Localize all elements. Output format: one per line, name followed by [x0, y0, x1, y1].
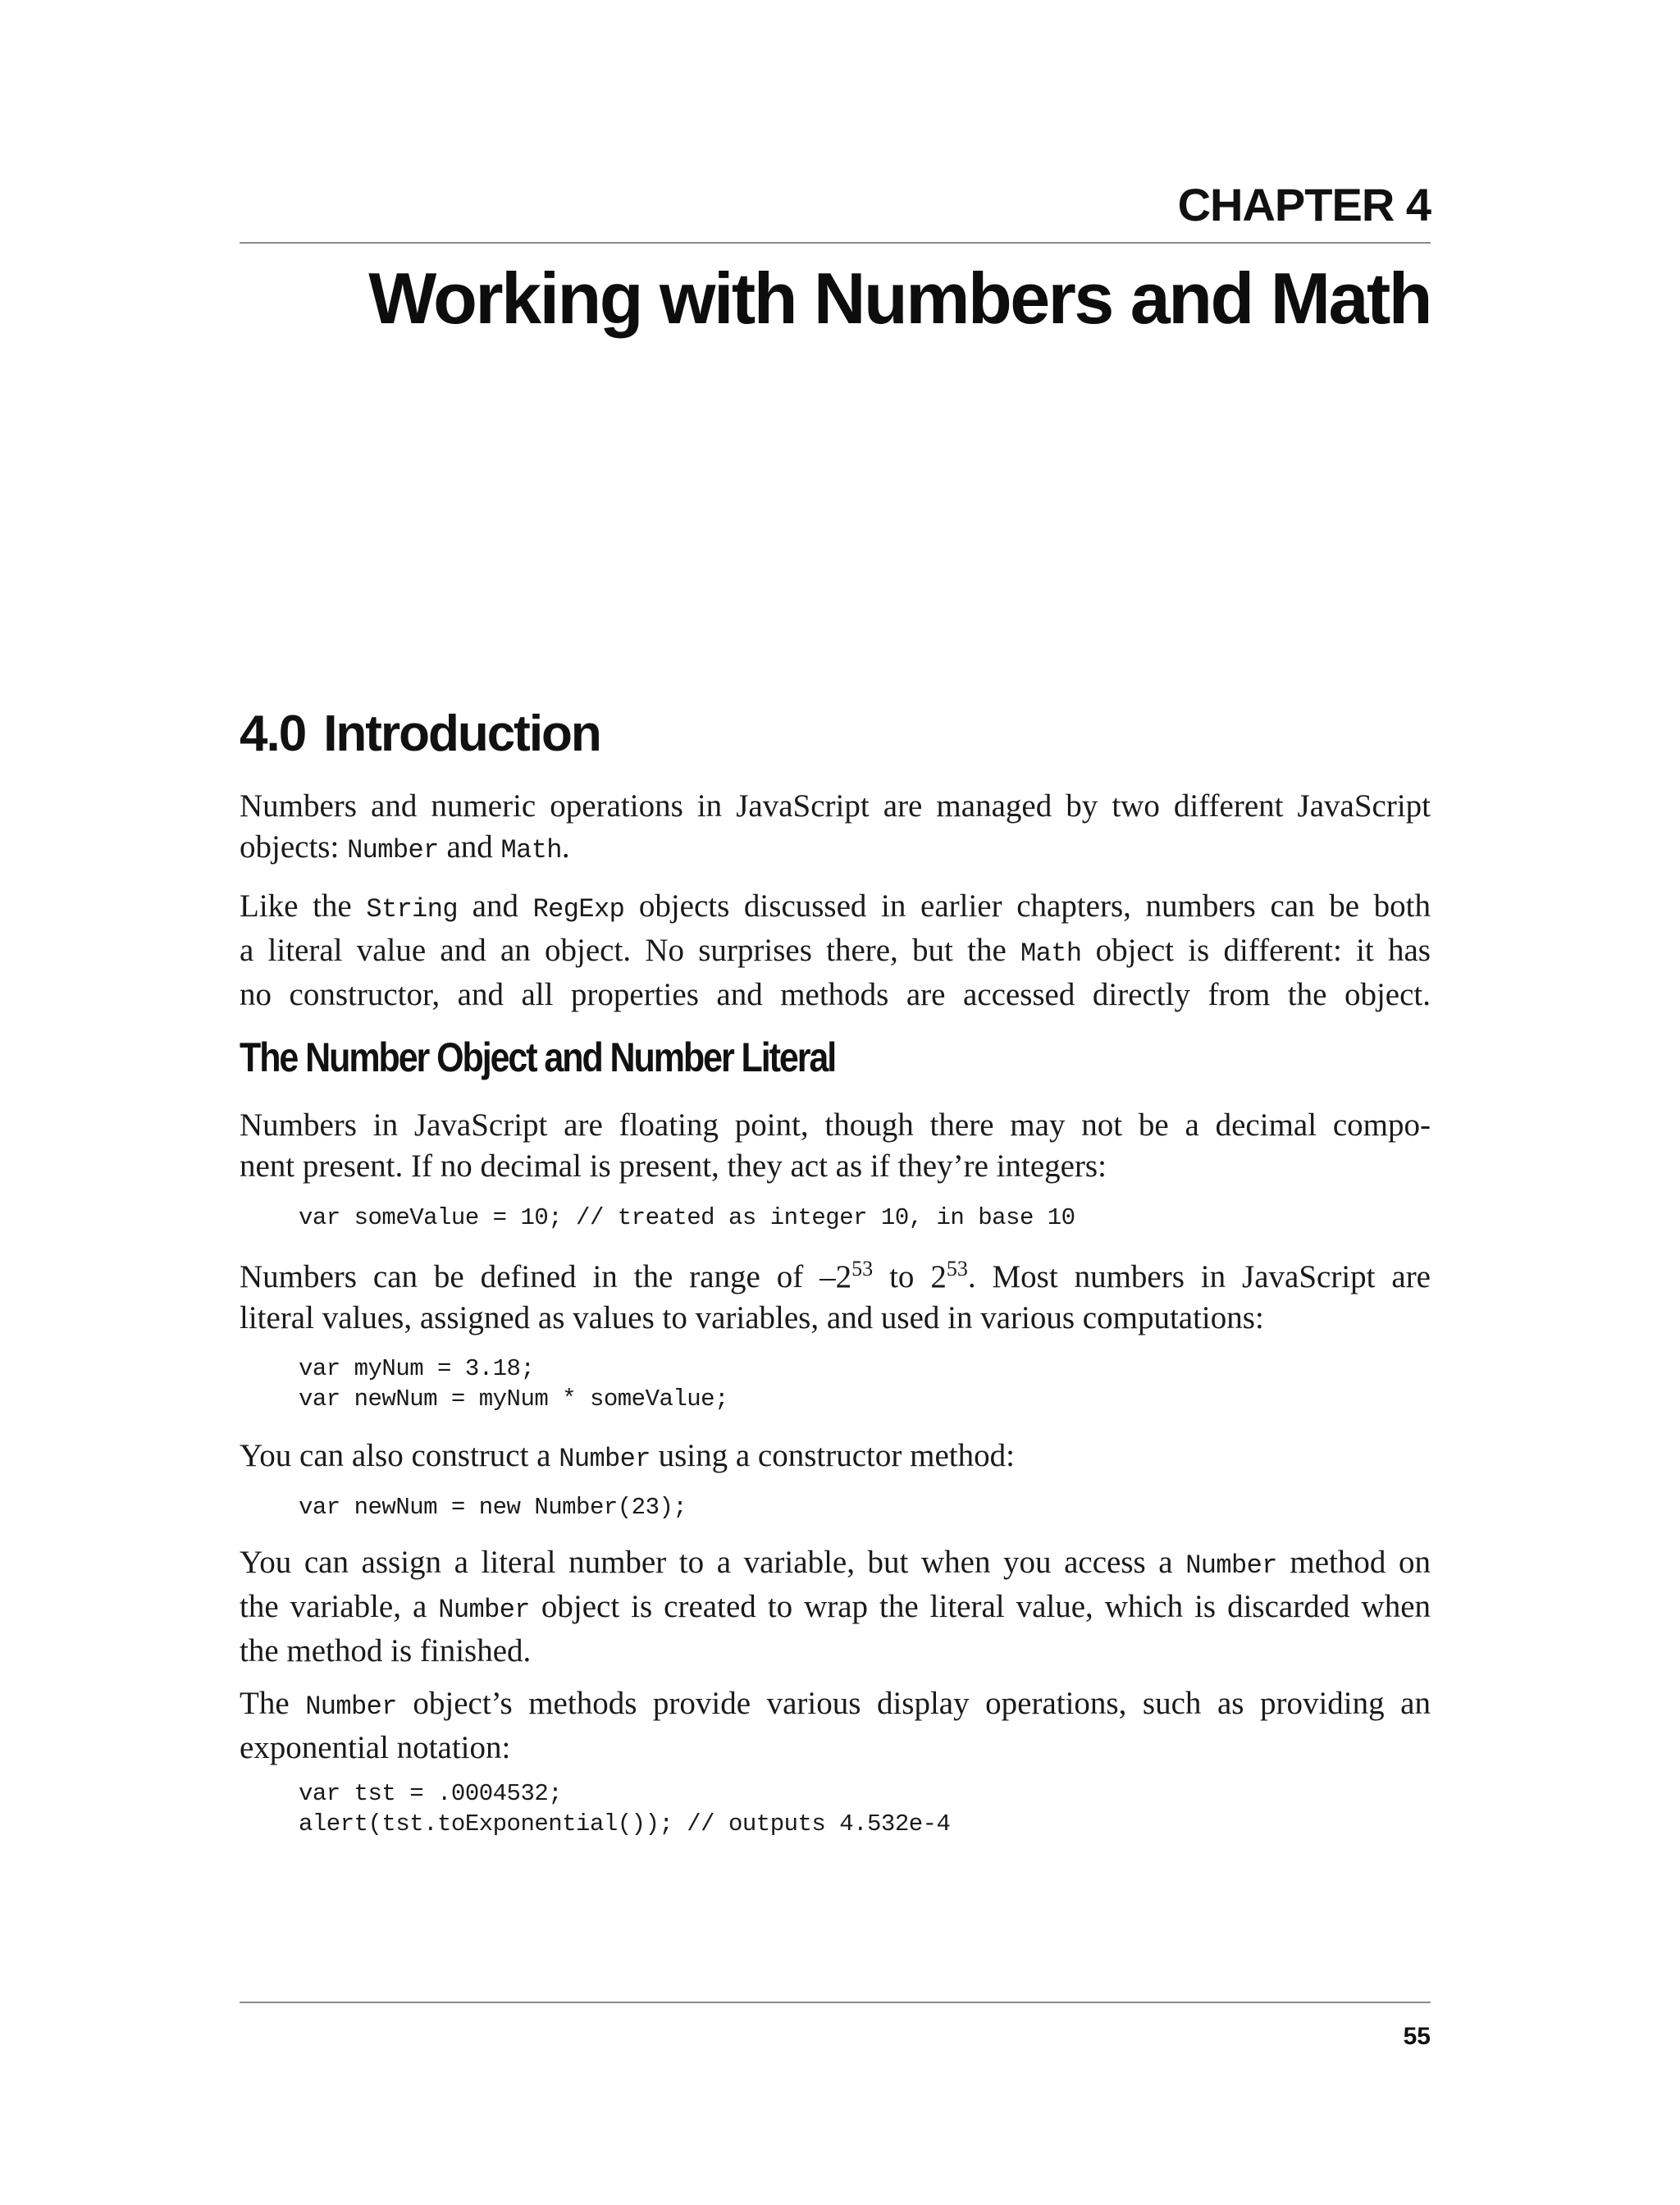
section-title: Introduction	[323, 705, 600, 762]
superscript: 53	[851, 1257, 874, 1281]
inline-code: Number	[305, 1691, 397, 1722]
inline-code: Math	[500, 835, 562, 865]
intro-paragraph-1	[240, 786, 1431, 871]
inline-code: String	[366, 894, 458, 924]
text-run: .	[561, 829, 570, 865]
text-line	[240, 1683, 1431, 1728]
superscript: 53	[946, 1257, 968, 1281]
page-number: 55	[1403, 2023, 1431, 2050]
chapter-rule	[240, 242, 1431, 244]
text-line	[240, 1542, 1431, 1586]
text-line: nent present. If no decimal is present, they act as if they’re integers:	[240, 1148, 1107, 1184]
text-line: Numbers and numeric operations in JavaScript are managed by two different JavaScript	[240, 788, 1431, 824]
text-line: literal values, assigned as values to variables, and used in various computations:	[240, 1300, 1264, 1335]
text-run: method on	[1276, 1545, 1431, 1580]
inline-code: Math	[1020, 938, 1082, 969]
text-line: exponential notation:	[240, 1730, 511, 1765]
text-line: the method is finished.	[240, 1633, 532, 1669]
code-block-1: var someValue = 10; // treated as integer 10, in base 10	[299, 1204, 1075, 1231]
text-run: and	[438, 829, 501, 865]
code-block-4: var tst = .0004532; alert(tst.toExponential()); // outputs 4.532e-4	[299, 1780, 951, 1838]
text-line: no constructor, and all properties and methods are accessed directly from the object.	[240, 977, 1431, 1012]
text-line	[240, 886, 1431, 930]
footer-rule	[240, 2002, 1431, 2003]
section-paragraph-2	[240, 1257, 1431, 1339]
text-run: You can assign a literal number to a variable, but when you access a	[240, 1545, 1186, 1580]
inline-code: RegExp	[532, 894, 625, 924]
section-paragraph-5	[240, 1683, 1431, 1769]
inline-code: Number	[347, 835, 439, 865]
section-paragraph-1	[240, 1105, 1431, 1187]
section-heading-introduction	[240, 705, 600, 762]
text-line: Numbers in JavaScript are floating point, though there may not be a decimal compo-	[240, 1107, 1431, 1143]
text-line	[240, 1257, 1431, 1298]
code-block-2: var myNum = 3.18; var newNum = myNum * someValue;	[299, 1355, 728, 1413]
text-run: the variable, a	[240, 1589, 439, 1624]
text-run: Numbers can be defined in the range of –2	[240, 1259, 852, 1294]
text-run: a literal value and an object. No surprises there, but the	[240, 933, 1021, 968]
text-line	[240, 827, 1431, 871]
text-run: using a constructor method:	[650, 1438, 1015, 1473]
text-line	[240, 1436, 1431, 1480]
section-number: 4.0	[240, 705, 306, 762]
section-paragraph-3	[240, 1436, 1431, 1480]
chapter-label: CHAPTER 4	[1177, 179, 1431, 231]
inline-code: Number	[438, 1595, 530, 1625]
text-run: to 2	[873, 1259, 947, 1294]
chapter-title: Working with Numbers and Math	[368, 258, 1431, 339]
text-run: Like the	[240, 888, 367, 924]
intro-paragraph-2	[240, 886, 1431, 1016]
text-run: objects discussed in earlier chapters, numbers can be both	[624, 888, 1431, 924]
text-run: objects:	[240, 829, 348, 865]
text-run: You can also construct a	[240, 1438, 559, 1473]
text-run: and	[458, 888, 533, 924]
inline-code: Number	[1185, 1550, 1277, 1581]
code-block-3: var newNum = new Number(23);	[299, 1494, 687, 1521]
section-paragraph-4	[240, 1542, 1431, 1672]
subsection-heading: The Number Object and Number Literal	[240, 1034, 836, 1080]
text-run: The	[240, 1686, 306, 1721]
text-run: . Most numbers in JavaScript are	[967, 1259, 1431, 1294]
inline-code: Number	[559, 1444, 651, 1474]
text-line	[240, 930, 1431, 975]
text-line	[240, 1586, 1431, 1631]
text-run: object is created to wrap the literal value, which is discarded when	[529, 1589, 1431, 1624]
text-run: object’s methods provide various display operations, such as providing an	[396, 1686, 1431, 1721]
text-run: object is different: it has	[1081, 933, 1431, 968]
